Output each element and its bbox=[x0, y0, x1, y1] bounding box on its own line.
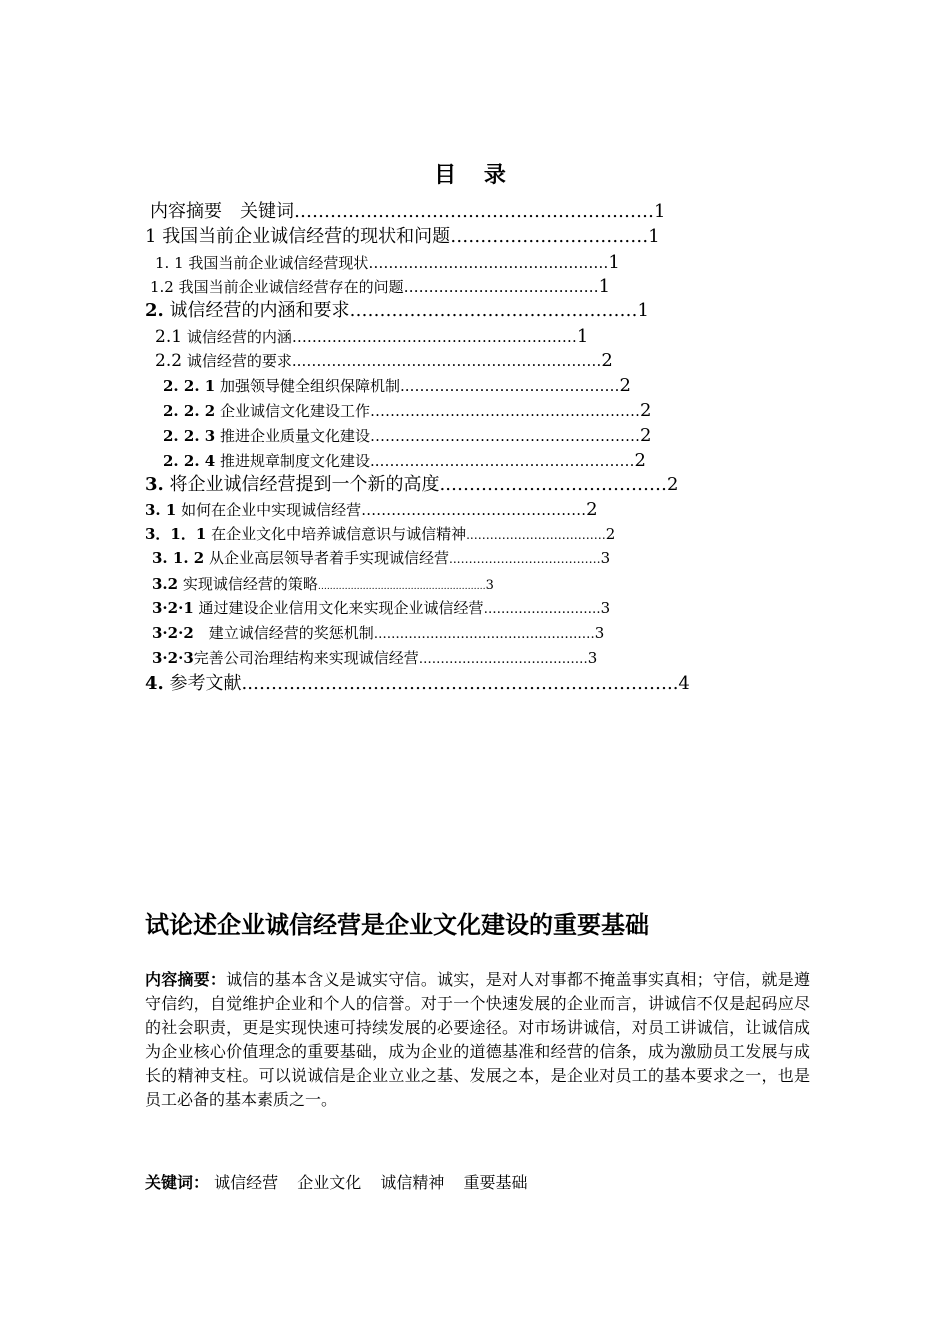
toc-entry: 4. 参考文献..……………………………………………………………..4 bbox=[145, 673, 690, 694]
toc-entry: 2. 2. 3 推进企业质量文化建设………………………………………………2 bbox=[163, 425, 652, 446]
keyword: 诚信经营 bbox=[214, 1173, 279, 1192]
toc-entry: 内容摘要 关键词……………………………………………………1 bbox=[150, 201, 666, 222]
keyword: 重要基础 bbox=[463, 1173, 528, 1192]
toc-entry: 3. 1. 2 从企业高层领导者着手实现诚信经营..………………………………3 bbox=[152, 549, 611, 567]
toc-title: 目 录 bbox=[434, 162, 516, 188]
toc-entry: 3.2 实现诚信经营的策略…..……………………………………………3 bbox=[152, 575, 494, 593]
toc-entry: 3·2·1 通过建设企业信用文化来实现企业诚信经营………………………3 bbox=[152, 599, 611, 617]
toc-entry: 1. 1 我国当前企业诚信经营现状…………………………………………1 bbox=[155, 252, 620, 273]
toc-entry: 2. 2. 4 推进规章制度文化建设..……………………………………………2 bbox=[163, 450, 646, 471]
paper-title: 试论述企业诚信经营是企业文化建设的重要基础 bbox=[145, 910, 649, 939]
toc-entry: 2.1 诚信经营的内涵…………………………………………………1 bbox=[155, 326, 589, 347]
abstract bbox=[145, 968, 810, 1112]
toc-entry: 3. 将企业诚信经营提到一个新的高度..………………………………2 bbox=[145, 474, 679, 495]
toc-entry: 3·2·2 建立诚信经营的奖惩机制……………………………………………3 bbox=[152, 624, 605, 642]
toc-entry: 3. 1 如何在企业中实现诚信经营………………………………………2 bbox=[145, 499, 598, 520]
keywords bbox=[145, 1170, 541, 1193]
keywords-label: 关键词： bbox=[145, 1173, 210, 1192]
toc-entry: 2. 2. 1 加强领导健全组织保障机制..……………………………………2 bbox=[163, 375, 631, 396]
keyword: 诚信精神 bbox=[380, 1173, 445, 1192]
toc-entry: 1 我国当前企业诚信经营的现状和问题……………………………1 bbox=[145, 226, 660, 247]
toc-entry: 2. 诚信经营的内涵和要求…………………………………………1 bbox=[145, 300, 649, 321]
keyword: 企业文化 bbox=[297, 1173, 362, 1192]
toc-entry: 2. 2. 2 企业诚信文化建设工作………………………………………………2 bbox=[163, 400, 652, 421]
abstract-text: 诚信的基本含义是诚实守信。诚实，是对人对事都不掩盖事实真相；守信，就是遵守信约，自觉维护企业和个人的信誉。对于一个快速发展的企业而言，讲诚信不仅是起码应尽的社会职责，更是实现快速可持续发展的必要途径。对市场讲诚信，对员工讲诚信，让诚信成为企业核心价值理念的重要基础，成为企业的道德基准和经营的信条，成为激励员工发展与成长的精神支柱。可以说诚信是企业立业之基、发展之本，是企业对员工的基本要求之一，也是员工必备的基本素质之一。 bbox=[145, 970, 810, 1109]
toc-entry: 3．1．1 在企业文化中培养诚信意识与诚信精神..……………………………2 bbox=[145, 525, 616, 543]
toc-entry: 3·2·3完善公司治理结构来实现诚信经营…………………………………3 bbox=[152, 649, 598, 667]
toc-entry: 1.2 我国当前企业诚信经营存在的问题…………………………………1 bbox=[150, 276, 611, 297]
toc-entry: 2.2 诚信经营的要求..……………………………………………………2 bbox=[155, 350, 613, 371]
abstract-label: 内容摘要： bbox=[145, 970, 227, 989]
